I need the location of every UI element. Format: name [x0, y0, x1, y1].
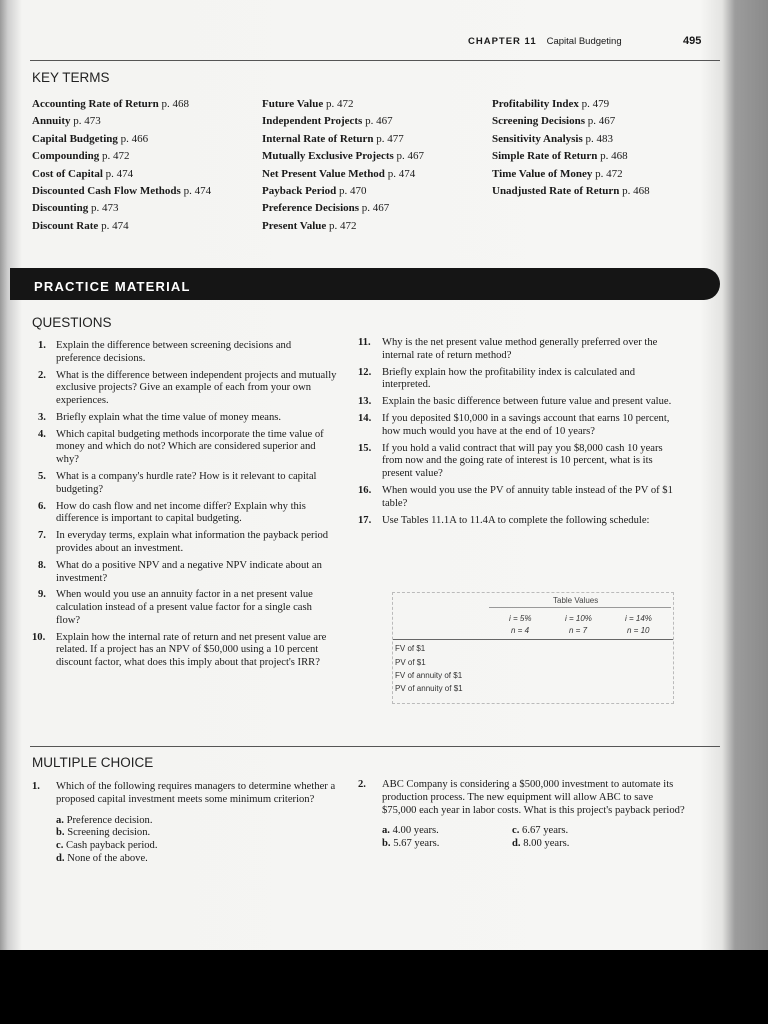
key-terms-column-1 [32, 96, 211, 235]
table-row-label: FV of annuity of $1 [395, 671, 463, 680]
question-item: 11. Why is the net present value method generally preferred over the internal rate of return method? [358, 337, 658, 361]
key-terms-title: KEY TERMS [32, 70, 110, 85]
table-row-label: PV of annuity of $1 [395, 684, 463, 693]
key-term: Screening Decisions p. 467 [492, 115, 616, 128]
key-term: Future Value p. 472 [262, 98, 354, 110]
column-header-periods: n = 10 [627, 626, 650, 635]
chapter-label: CHAPTER 11 [468, 36, 537, 47]
key-term: Discounted Cash Flow Methods p. 474 [32, 185, 212, 198]
key-term: Cost of Capital p. 474 [32, 167, 134, 180]
question-item: 9. When would you use an annuity factor in a net present value calculation instead of a present value factor for a single cash flow? [38, 589, 313, 626]
question-item: 7. In everyday terms, explain what information the payback period provides about an investment. [38, 530, 329, 554]
column-header-rate: i = 14% [625, 614, 652, 623]
key-term: Unadjusted Rate of Return p. 468 [492, 185, 650, 198]
key-term: Internal Rate of Return p. 477 [262, 132, 404, 145]
mc-options [358, 825, 688, 851]
key-terms-column-2 [262, 96, 424, 235]
page-number: 495 [683, 35, 702, 47]
table-body-rule [393, 639, 673, 640]
key-term: Independent Projects p. 467 [262, 115, 393, 128]
mc-option: b. Screening decision. [56, 827, 151, 839]
key-term: Present Value p. 472 [262, 219, 357, 232]
key-term: Capital Budgeting p. 466 [32, 132, 149, 145]
table-values-title: Table Values [553, 596, 599, 605]
key-term: Annuity p. 473 [32, 115, 101, 128]
key-term: Net Present Value Method p. 474 [262, 167, 416, 180]
chapter-subtitle: Capital Budgeting [546, 36, 622, 47]
mc-option: b. 5.67 years. [382, 838, 440, 850]
questions-title: QUESTIONS [32, 315, 112, 330]
question-item: 15. If you hold a valid contract that will pay you $8,000 cash 10 years from now and the going rate of interest is 10 percent, what is its present value? [358, 442, 663, 480]
table-header-rule [489, 607, 671, 608]
key-term: Compounding p. 472 [32, 150, 130, 163]
column-header-periods: n = 7 [569, 626, 588, 635]
questions-column-right [358, 337, 676, 531]
scan-background [0, 950, 768, 1024]
key-term: Sensitivity Analysis p. 483 [492, 132, 614, 145]
question-item: 3. Briefly explain what the time value of money means. [38, 411, 282, 423]
key-term: Accounting Rate of Return p. 468 [32, 98, 190, 110]
question-item: 5. What is a company's hurdle rate? How is it relevant to capital budgeting? [38, 471, 317, 495]
mc-question-1 [32, 781, 342, 866]
question-item: 16. When would you use the PV of annuity table instead of the PV of $1 table? [358, 484, 673, 509]
key-term: Payback Period p. 470 [262, 185, 367, 198]
practice-material-title: PRACTICE MATERIAL [34, 279, 191, 294]
mc-option: d. None of the above. [56, 852, 148, 864]
question-item: 10. Explain how the internal rate of return and net present value are related. If a project has an NPV of $50,000 using a 10 percent discount factor, what does this imply about that project's IRR? [32, 631, 327, 669]
running-header [468, 36, 622, 47]
mc-options [32, 815, 342, 866]
questions-column-left [32, 340, 338, 674]
question-item: 14. If you deposited $10,000 in a savings account that earns 10 percent, how much would you have at the end of 10 years? [358, 413, 670, 437]
mc-question-stem: 1. Which of the following requires managers to determine whether a proposed capital investment meets some minimum criterion? [32, 781, 336, 805]
column-header-rate: i = 5% [509, 614, 532, 623]
table-row-label: FV of $1 [395, 644, 426, 653]
key-term: Mutually Exclusive Projects p. 467 [262, 150, 425, 163]
question-item: 13. Explain the basic difference between future value and present value. [358, 396, 672, 408]
key-term: Simple Rate of Return p. 468 [492, 150, 628, 163]
mc-question-2 [358, 779, 688, 851]
key-term: Discounting p. 473 [32, 202, 119, 215]
question-item: 4. Which capital budgeting methods incorporate the time value of money and which do not? Which are considered superior and why? [38, 428, 324, 466]
question-item: 6. How do cash flow and net income differ? Explain why this difference is important to capital budgeting. [38, 500, 306, 525]
key-term: Time Value of Money p. 472 [492, 167, 623, 180]
multiple-choice-title: MULTIPLE CHOICE [32, 755, 154, 770]
table-row-label: PV of $1 [395, 658, 426, 667]
mc-option: a. 4.00 years. [382, 825, 439, 837]
mc-option: a. Preference decision. [56, 814, 153, 826]
table-values-schedule [392, 592, 674, 704]
multiple-choice-rule [30, 746, 720, 747]
mc-option: d. 8.00 years. [512, 838, 570, 850]
key-term: Discount Rate p. 474 [32, 219, 129, 232]
question-item: 12. Briefly explain how the profitability index is calculated and interpreted. [358, 366, 635, 391]
column-header-periods: n = 4 [511, 626, 530, 635]
question-item: 17. Use Tables 11.1A to 11.4A to complete the following schedule: [358, 514, 650, 526]
header-rule [30, 60, 720, 61]
key-term: Profitability Index p. 479 [492, 98, 610, 110]
question-item: 8. What do a positive NPV and a negative NPV indicate about an investment? [38, 559, 322, 584]
key-terms-column-3 [492, 96, 650, 200]
question-item: 1. Explain the difference between screening decisions and preference decisions. [38, 340, 292, 364]
mc-option: c. Cash payback period. [56, 840, 158, 852]
mc-question-stem: 2. ABC Company is considering a $500,000 investment to automate its production process. The new equipment will allow ABC to save $75,000 each year in labor costs. What is this project's payback period? [358, 779, 685, 816]
mc-option: c. 6.67 years. [512, 825, 569, 837]
key-term: Preference Decisions p. 467 [262, 202, 390, 215]
question-item: 2. What is the difference between independent projects and mutually exclusive projects? Give an example of each from your own experiences. [38, 369, 337, 406]
column-header-rate: i = 10% [565, 614, 592, 623]
